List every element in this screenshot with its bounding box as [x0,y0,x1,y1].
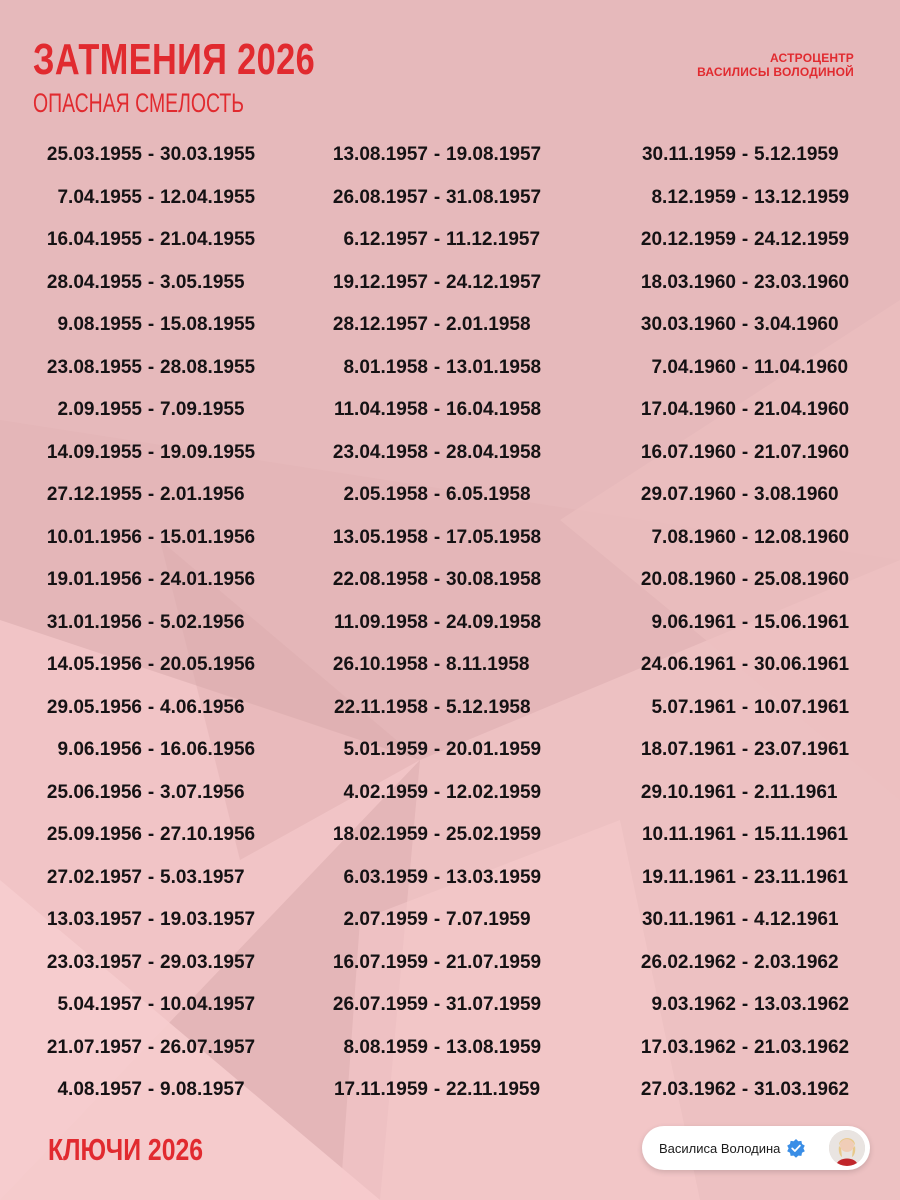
range-dash: - [741,314,749,336]
date-range-row [300,559,590,602]
range-dash: - [147,484,155,506]
range-dash: - [433,824,441,846]
date-end: 3.08.1960 [754,484,839,506]
date-end: 25.08.1960 [754,569,850,591]
date-start: 9.03.1962 [651,994,736,1016]
range-dash: - [433,144,441,166]
date-range-row [300,729,590,772]
date-range-row [0,559,300,602]
date-end: 31.08.1957 [446,186,542,208]
range-dash: - [741,144,749,166]
range-dash: - [741,441,749,463]
range-dash: - [147,1079,155,1101]
range-dash: - [433,781,441,803]
date-range-row [0,219,300,262]
date-start: 4.08.1957 [57,1079,142,1101]
date-range-row [0,899,300,942]
date-end: 23.11.1961 [754,866,849,888]
page-subtitle: ОПАСНАЯ СМЕЛОСТЬ [33,88,245,118]
date-start: 4.02.1959 [343,781,428,803]
date-start: 13.05.1958 [332,526,428,548]
date-start: 11.09.1958 [333,611,428,633]
brand-line-2: ВАСИЛИСЫ ВОЛОДИНОЙ [697,65,854,79]
range-dash: - [147,399,155,421]
date-start: 8.01.1958 [343,356,428,378]
date-end: 3.04.1960 [754,314,839,336]
date-range-row [300,814,590,857]
date-range-row [0,432,300,475]
range-dash: - [147,611,155,633]
range-dash: - [741,866,749,888]
date-end: 4.12.1961 [754,909,839,931]
range-dash: - [741,526,749,548]
range-dash: - [741,399,749,421]
range-dash: - [147,144,155,166]
date-end: 30.08.1958 [446,569,542,591]
range-dash: - [433,399,441,421]
date-end: 8.11.1958 [446,654,530,676]
date-end: 2.11.1961 [754,781,838,803]
range-dash: - [433,441,441,463]
range-dash: - [147,1036,155,1058]
date-end: 30.06.1961 [754,654,850,676]
date-range-row [0,644,300,687]
date-range-row [300,1069,590,1112]
range-dash: - [741,356,749,378]
range-dash: - [433,909,441,931]
date-start: 9.06.1961 [651,611,736,633]
date-range-row [300,432,590,475]
date-start: 30.03.1960 [640,314,736,336]
date-range-row [0,984,300,1027]
range-dash: - [147,781,155,803]
date-end: 21.04.1955 [160,229,256,251]
date-start: 16.07.1959 [332,951,428,973]
range-dash: - [741,611,749,633]
date-range-row [0,602,300,645]
date-end: 30.03.1955 [160,144,256,166]
range-dash: - [741,951,749,973]
date-end: 29.03.1957 [160,951,256,973]
date-end: 15.11.1961 [754,824,849,846]
date-range-row [300,219,590,262]
date-range-row [600,687,890,730]
date-range-row [0,262,300,305]
date-start: 23.03.1957 [46,951,142,973]
range-dash: - [147,824,155,846]
date-end: 24.09.1958 [446,611,542,633]
date-end: 5.12.1958 [446,696,531,718]
date-start: 31.01.1956 [46,611,142,633]
date-end: 3.05.1955 [160,271,245,293]
date-range-row [300,517,590,560]
brand-logo [697,51,854,79]
date-start: 29.05.1956 [46,696,142,718]
footer-label: КЛЮЧИ 2026 [48,1132,204,1167]
range-dash: - [433,314,441,336]
range-dash: - [741,186,749,208]
date-range-row [600,729,890,772]
date-column-3 [600,134,890,1112]
date-start: 9.08.1955 [57,314,142,336]
range-dash: - [147,569,155,591]
date-range-row [600,772,890,815]
range-dash: - [147,314,155,336]
date-start: 26.10.1958 [332,654,428,676]
date-start: 29.07.1960 [640,484,736,506]
date-range-row [0,517,300,560]
date-end: 5.02.1956 [160,611,245,633]
date-end: 11.04.1960 [754,356,849,378]
date-start: 5.01.1959 [343,739,428,761]
date-end: 7.07.1959 [446,909,531,931]
date-range-row [300,687,590,730]
date-end: 5.03.1957 [160,866,245,888]
date-end: 3.07.1956 [160,781,245,803]
date-range-row [0,134,300,177]
date-start: 19.11.1961 [641,866,736,888]
range-dash: - [147,909,155,931]
range-dash: - [433,951,441,973]
date-start: 26.02.1962 [640,951,736,973]
author-avatar [829,1130,865,1166]
date-start: 11.04.1958 [333,399,428,421]
date-start: 27.03.1962 [640,1079,736,1101]
date-range-row [0,729,300,772]
date-range-row [300,857,590,900]
date-range-row [300,942,590,985]
date-end: 22.11.1959 [446,1079,541,1101]
date-end: 15.08.1955 [160,314,256,336]
date-end: 16.04.1958 [446,399,542,421]
date-column-1 [0,134,300,1112]
date-range-row [0,942,300,985]
range-dash: - [741,909,749,931]
range-dash: - [147,526,155,548]
date-end: 24.12.1959 [754,229,850,251]
date-start: 19.12.1957 [332,271,428,293]
date-end: 2.01.1958 [446,314,531,336]
range-dash: - [433,186,441,208]
date-range-row [0,347,300,390]
date-start: 23.08.1955 [46,356,142,378]
date-range-row [600,177,890,220]
date-end: 28.08.1955 [160,356,256,378]
range-dash: - [433,994,441,1016]
date-range-row [0,772,300,815]
date-end: 21.03.1962 [754,1036,850,1058]
date-end: 19.08.1957 [446,144,542,166]
date-end: 10.07.1961 [754,696,850,718]
date-start: 24.06.1961 [640,654,736,676]
date-start: 16.07.1960 [640,441,736,463]
date-range-row [300,984,590,1027]
range-dash: - [147,696,155,718]
date-end: 23.07.1961 [754,739,850,761]
range-dash: - [741,781,749,803]
date-range-row [0,1027,300,1070]
date-range-row [300,134,590,177]
date-end: 23.03.1960 [754,271,850,293]
date-range-row [600,432,890,475]
date-range-row [600,517,890,560]
date-start: 27.12.1955 [46,484,142,506]
date-range-row [300,602,590,645]
range-dash: - [741,994,749,1016]
date-start: 29.10.1961 [640,781,736,803]
date-range-row [0,857,300,900]
range-dash: - [433,229,441,251]
date-range-row [0,1069,300,1112]
range-dash: - [433,356,441,378]
date-end: 27.10.1956 [160,824,256,846]
range-dash: - [433,1036,441,1058]
date-end: 24.12.1957 [446,271,542,293]
date-end: 13.01.1958 [446,356,542,378]
date-start: 14.05.1956 [46,654,142,676]
range-dash: - [433,271,441,293]
author-badge[interactable] [642,1126,870,1170]
range-dash: - [433,696,441,718]
date-range-row [0,177,300,220]
page-title: ЗАТМЕНИЯ 2026 [33,35,316,84]
range-dash: - [741,824,749,846]
date-end: 21.07.1959 [446,951,542,973]
range-dash: - [741,654,749,676]
date-start: 2.05.1958 [343,484,428,506]
range-dash: - [147,654,155,676]
date-start: 13.03.1957 [46,909,142,931]
range-dash: - [741,271,749,293]
date-range-row [600,814,890,857]
date-start: 30.11.1961 [641,909,736,931]
date-start: 13.08.1957 [332,144,428,166]
date-end: 26.07.1957 [160,1036,256,1058]
date-range-row [0,389,300,432]
date-range-row [300,1027,590,1070]
date-end: 13.08.1959 [446,1036,542,1058]
range-dash: - [433,654,441,676]
date-start: 6.03.1959 [343,866,428,888]
date-start: 28.04.1955 [46,271,142,293]
date-end: 28.04.1958 [446,441,542,463]
date-end: 12.02.1959 [446,781,542,803]
date-range-row [600,389,890,432]
range-dash: - [147,271,155,293]
date-end: 2.03.1962 [754,951,839,973]
date-column-2 [300,134,590,1112]
date-start: 14.09.1955 [46,441,142,463]
date-end: 21.04.1960 [754,399,850,421]
range-dash: - [147,866,155,888]
author-name: Василиса Володина [659,1140,781,1156]
date-range-row [300,262,590,305]
date-end: 2.01.1956 [160,484,245,506]
date-start: 26.08.1957 [332,186,428,208]
date-range-row [300,177,590,220]
range-dash: - [741,739,749,761]
range-dash: - [433,526,441,548]
range-dash: - [741,696,749,718]
date-start: 8.08.1959 [343,1036,428,1058]
date-end: 13.03.1962 [754,994,850,1016]
date-end: 20.01.1959 [446,739,542,761]
date-end: 16.06.1956 [160,739,256,761]
date-end: 9.08.1957 [160,1079,245,1101]
date-range-row [600,347,890,390]
date-range-row [300,899,590,942]
date-range-row [600,984,890,1027]
date-end: 5.12.1959 [754,144,839,166]
date-end: 13.12.1959 [754,186,850,208]
range-dash: - [741,569,749,591]
date-start: 26.07.1959 [332,994,428,1016]
date-range-row [300,772,590,815]
date-start: 10.01.1956 [46,526,142,548]
date-start: 16.04.1955 [46,229,142,251]
date-start: 6.12.1957 [343,229,428,251]
date-range-row [600,942,890,985]
date-range-row [600,219,890,262]
date-start: 19.01.1956 [46,569,142,591]
date-start: 2.09.1955 [57,399,142,421]
date-end: 12.04.1955 [160,186,256,208]
date-start: 2.07.1959 [343,909,428,931]
date-end: 4.06.1956 [160,696,245,718]
date-end: 19.03.1957 [160,909,256,931]
date-range-row [0,814,300,857]
date-end: 21.07.1960 [754,441,850,463]
range-dash: - [741,229,749,251]
range-dash: - [147,951,155,973]
date-range-row [600,857,890,900]
range-dash: - [147,994,155,1016]
date-end: 15.01.1956 [160,526,256,548]
date-start: 5.04.1957 [57,994,142,1016]
range-dash: - [433,484,441,506]
date-start: 21.07.1957 [46,1036,142,1058]
date-end: 31.07.1959 [446,994,542,1016]
date-end: 13.03.1959 [446,866,542,888]
date-start: 7.04.1960 [651,356,736,378]
date-start: 9.06.1956 [57,739,142,761]
date-start: 18.07.1961 [640,739,736,761]
range-dash: - [433,569,441,591]
date-range-row [600,304,890,347]
date-range-row [300,347,590,390]
date-end: 10.04.1957 [160,994,256,1016]
date-start: 20.08.1960 [640,569,736,591]
range-dash: - [741,1079,749,1101]
date-start: 25.06.1956 [46,781,142,803]
range-dash: - [433,866,441,888]
date-range-row [600,1027,890,1070]
date-end: 12.08.1960 [754,526,850,548]
date-range-row [600,134,890,177]
range-dash: - [741,1036,749,1058]
date-end: 11.12.1957 [446,229,541,251]
date-range-row [600,899,890,942]
range-dash: - [147,186,155,208]
date-range-row [300,304,590,347]
date-start: 27.02.1957 [46,866,142,888]
date-start: 20.12.1959 [640,229,736,251]
date-start: 22.11.1958 [333,696,428,718]
verified-check-icon [786,1138,806,1158]
date-range-row [600,474,890,517]
date-start: 18.02.1959 [332,824,428,846]
date-range-row [300,644,590,687]
range-dash: - [741,484,749,506]
date-start: 8.12.1959 [651,186,736,208]
date-range-row [600,262,890,305]
date-end: 24.01.1956 [160,569,256,591]
date-range-row [600,559,890,602]
date-start: 18.03.1960 [640,271,736,293]
date-start: 7.08.1960 [651,526,736,548]
range-dash: - [147,739,155,761]
date-end: 31.03.1962 [754,1079,850,1101]
date-start: 30.11.1959 [641,144,736,166]
range-dash: - [433,739,441,761]
date-end: 25.02.1959 [446,824,542,846]
date-end: 7.09.1955 [160,399,245,421]
date-start: 7.04.1955 [57,186,142,208]
date-start: 25.09.1956 [46,824,142,846]
date-start: 23.04.1958 [332,441,428,463]
date-range-row [600,1069,890,1112]
range-dash: - [433,611,441,633]
date-range-row [300,389,590,432]
date-start: 5.07.1961 [651,696,736,718]
range-dash: - [147,441,155,463]
date-end: 19.09.1955 [160,441,256,463]
date-start: 10.11.1961 [641,824,736,846]
date-range-row [600,644,890,687]
range-dash: - [147,356,155,378]
date-range-row [0,304,300,347]
date-range-row [0,474,300,517]
date-start: 22.08.1958 [332,569,428,591]
date-end: 17.05.1958 [446,526,542,548]
date-start: 17.04.1960 [640,399,736,421]
date-range-row [300,474,590,517]
date-range-row [0,687,300,730]
date-start: 28.12.1957 [332,314,428,336]
date-end: 6.05.1958 [446,484,531,506]
range-dash: - [147,229,155,251]
date-end: 15.06.1961 [754,611,850,633]
range-dash: - [433,1079,441,1101]
brand-line-1: АСТРОЦЕНТР [769,51,854,65]
date-end: 20.05.1956 [160,654,256,676]
date-start: 25.03.1955 [46,144,142,166]
date-start: 17.03.1962 [640,1036,736,1058]
date-range-row [600,602,890,645]
date-start: 17.11.1959 [333,1079,428,1101]
